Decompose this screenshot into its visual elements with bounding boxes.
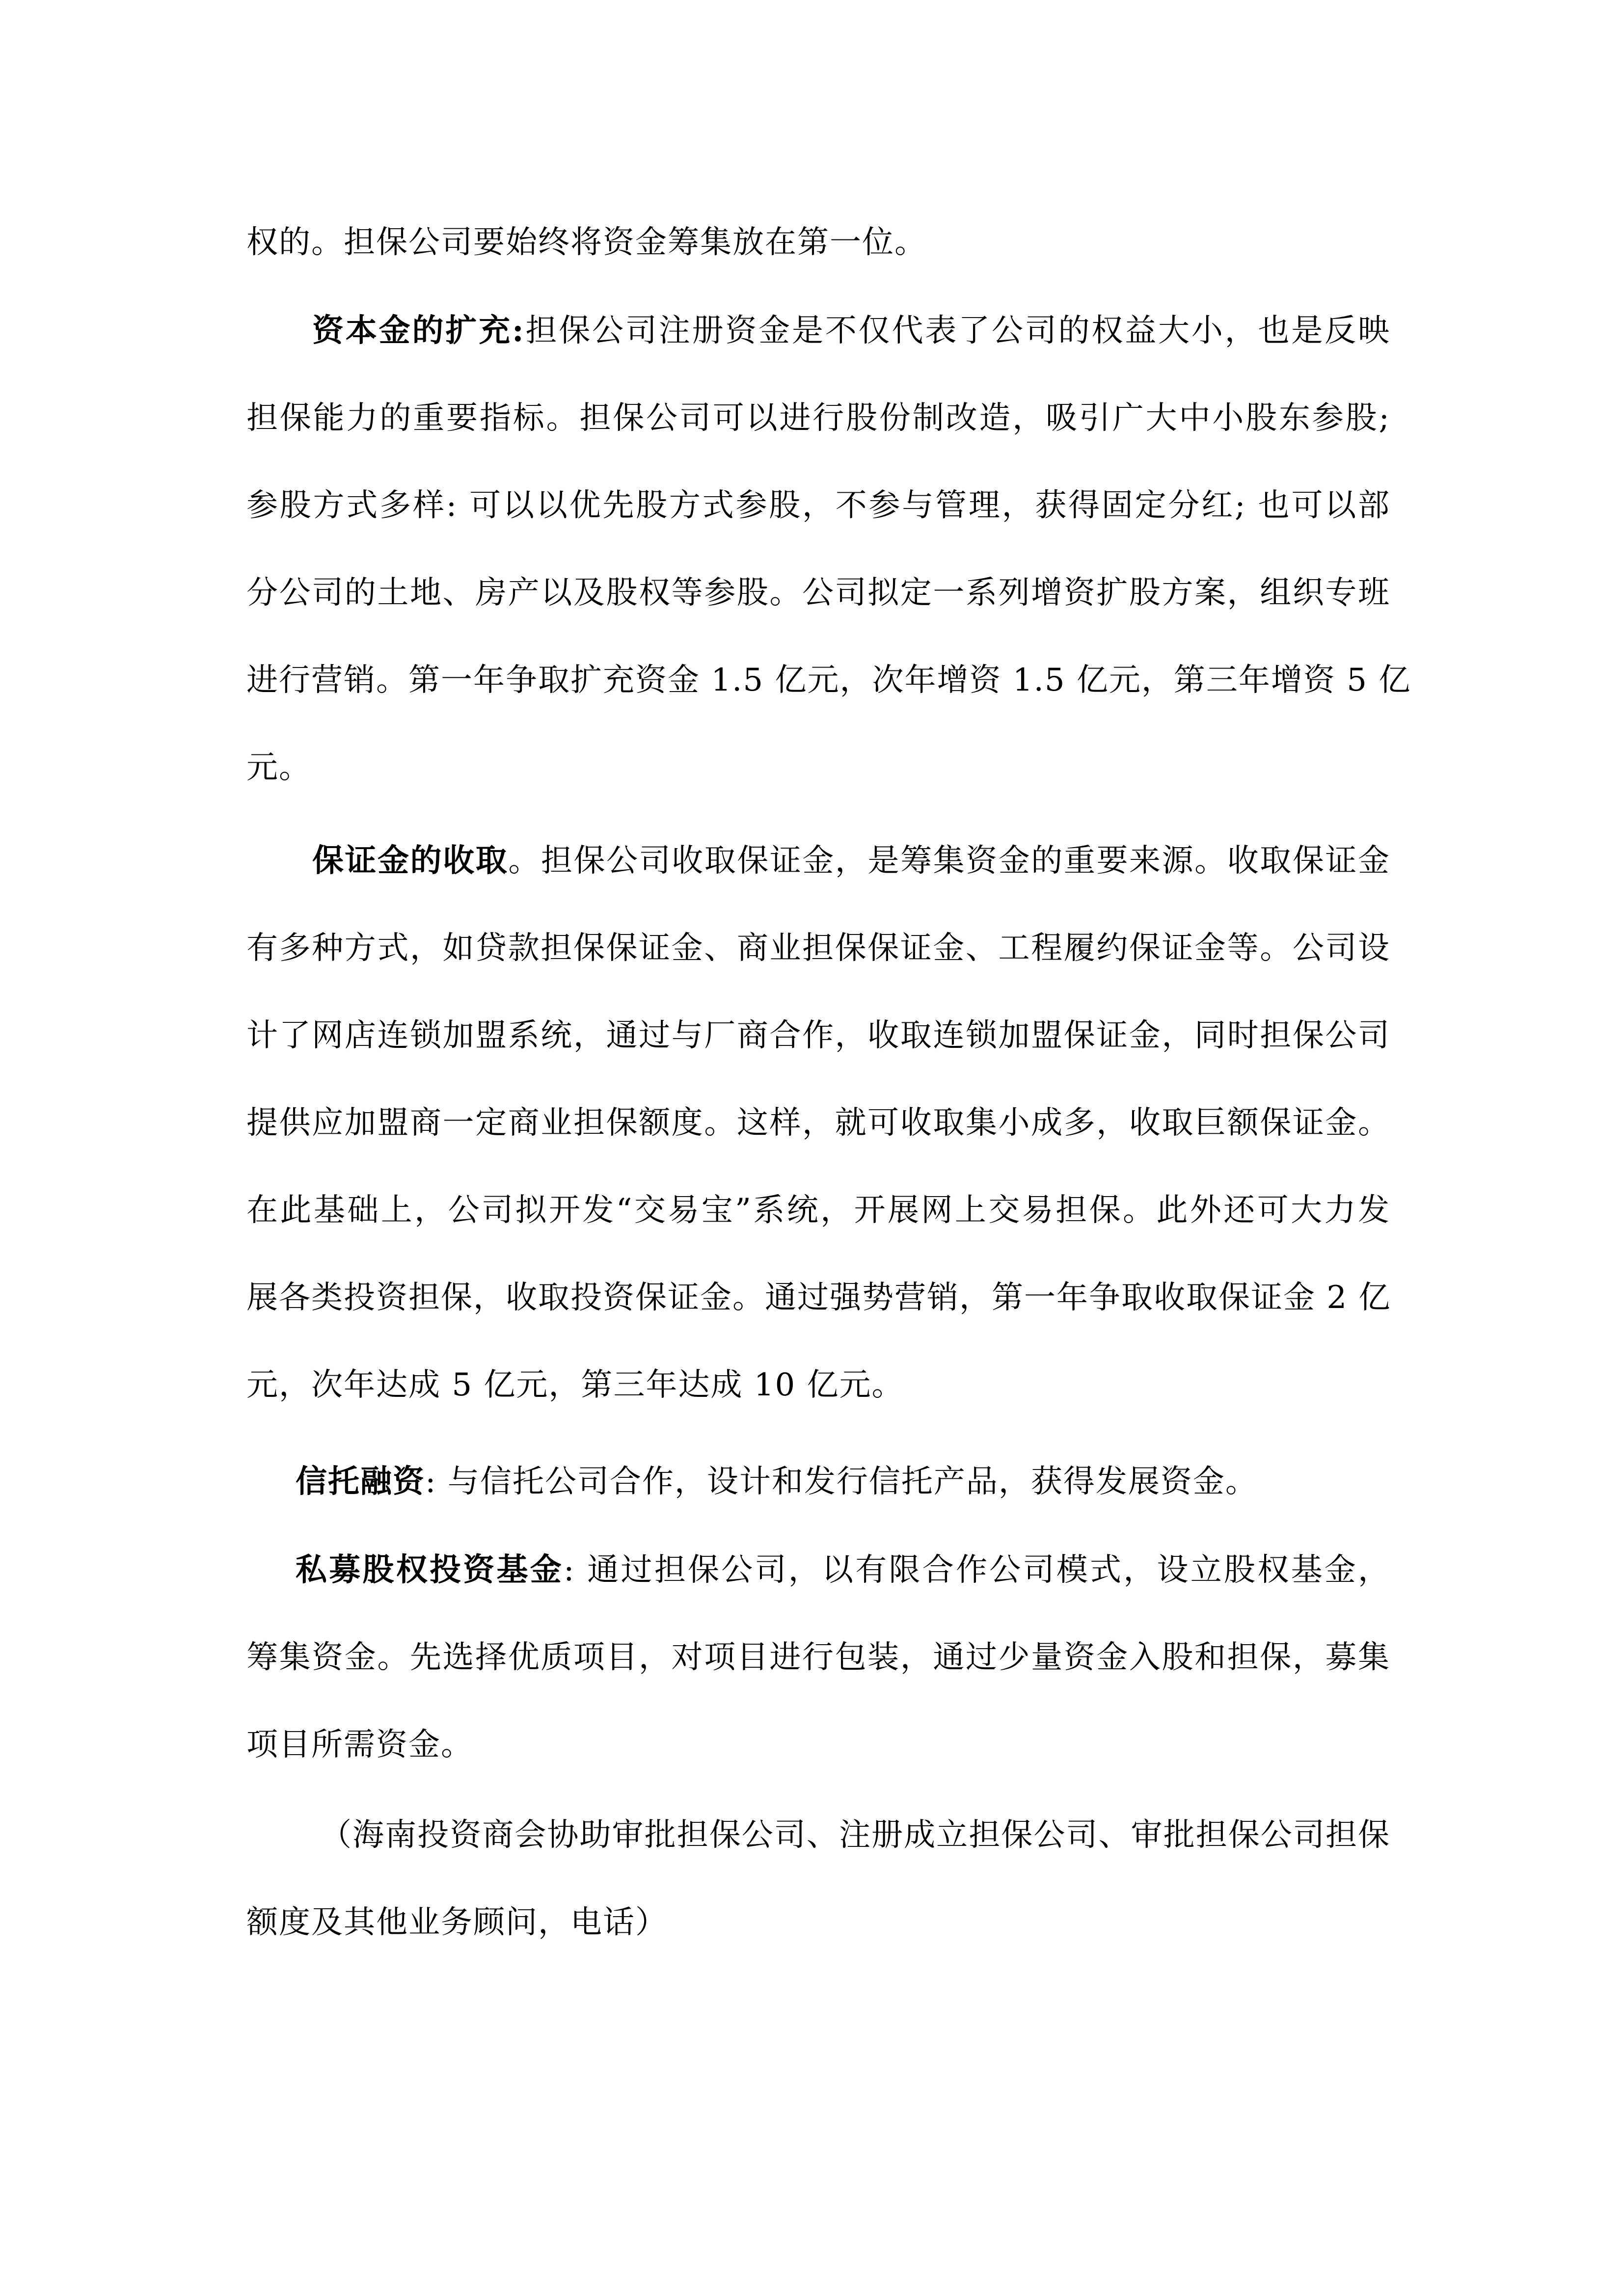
text-line [246, 1526, 1390, 1614]
paragraph-contact-note [246, 1791, 1390, 1966]
text-line: 进行营销。第一年争取扩充资金 1.5 亿元，次年增资 1.5 亿元，第三年增资 5 亿 [246, 662, 1411, 698]
paragraph-trust-financing [246, 1438, 1390, 1525]
paragraph-heading: 信托融资 [296, 1463, 425, 1500]
text-line: 担保能力的重要指标。担保公司可以进行股份制改造，吸引广大中小股东参股; [246, 400, 1390, 436]
text-line [246, 287, 1390, 374]
text-line: 项目所需资金。 [246, 1727, 473, 1763]
paragraph-continuation [246, 199, 1390, 286]
text-line: 筹集资金。先选择优质项目，对项目进行包装，通过少量资金入股和担保，募集 [246, 1639, 1390, 1676]
paragraph-deposit-collection [246, 817, 1390, 1429]
text-line: 元，次年达成 5 亿元，第三年达成 10 亿元。 [246, 1367, 904, 1403]
paragraph-private-equity-fund [246, 1526, 1390, 1789]
text-run: : 通过担保公司，以有限合作公司模式，设立股权基金， [564, 1552, 1391, 1588]
text-line: 提供应加盟商一定商业担保额度。这样，就可收取集小成多，收取巨额保证金。 [246, 1105, 1390, 1141]
text-line: 分公司的土地、房产以及股权等参股。公司拟定一系列增资扩股方案，组织专班 [246, 575, 1390, 611]
text-run: : 与信托公司合作，设计和发行信托产品，获得发展资金。 [425, 1464, 1258, 1500]
paragraph-heading: 资本金的扩充: [312, 312, 525, 349]
text-run: 。担保公司收取保证金，是筹集资金的重要来源。收取保证金 [508, 843, 1390, 879]
text-line: 额度及其他业务顾问，电话） [246, 1904, 668, 1941]
paragraph-heading: 保证金的收取 [312, 842, 509, 879]
text-line: （海南投资商会协助审批担保公司、注册成立担保公司、审批担保公司担保 [320, 1817, 1390, 1853]
text-line: 在此基础上，公司拟开发“交易宝”系统，开展网上交易担保。此外还可大力发 [246, 1192, 1390, 1228]
text-line: 展各类投资担保，收取投资保证金。通过强势营销，第一年争取收取保证金 2 亿 [246, 1280, 1391, 1316]
text-run: 担保公司注册资金是不仅代表了公司的权益大小，也是反映 [524, 313, 1391, 349]
text-line: 计了网店连锁加盟系统，通过与厂商合作，收取连锁加盟保证金，同时担保公司 [246, 1017, 1390, 1054]
text-line: 元。 [246, 749, 311, 786]
text-line: 有多种方式，如贷款担保保证金、商业担保保证金、工程履约保证金等。公司设 [246, 930, 1390, 966]
paragraph-heading: 私募股权投资基金 [296, 1551, 564, 1588]
text-line: 权的。担保公司要始终将资金筹集放在第一位。 [246, 224, 927, 261]
text-line [246, 817, 1390, 905]
text-line: 参股方式多样: 可以以优先股方式参股，不参与管理，获得固定分红; 也可以部 [246, 487, 1390, 524]
paragraph-capital-expansion [246, 287, 1411, 811]
text-line [246, 1438, 1390, 1525]
